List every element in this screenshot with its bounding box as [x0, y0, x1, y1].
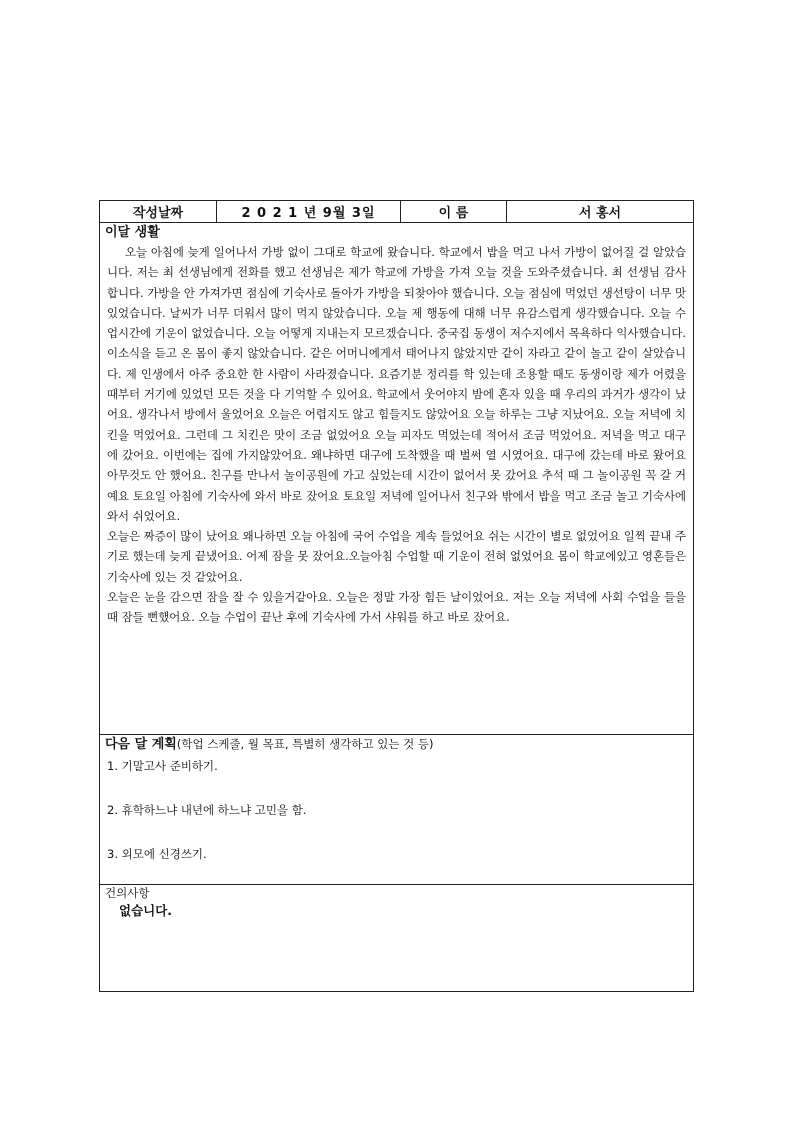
- list-item: 3. 외모에 신경쓰기.: [107, 847, 207, 861]
- suggestions-section: [100, 885, 693, 991]
- date-value: 2 0 2 1 년 9월 3일: [217, 201, 401, 222]
- next-month-section: [100, 735, 693, 885]
- journal-form: [99, 200, 694, 992]
- next-month-title: 다음 달 계획: [105, 737, 177, 752]
- name-label: 이 름: [401, 201, 507, 222]
- paragraph: 오늘은 짜증이 많이 났어요 왜나하면 오늘 아침에 국어 수업을 계속 들었어요 쉬는 시간이 별로 없었어요 일찍 끝내 주기로 했는데 늦게 끝냈어요. 어제 잠을 못 잤어요.오늘아침 수업할 때 기운이 전혀 없었어요 몸이 학교에있고 영혼들은 기숙사에 있는 것 같았어요.: [107, 529, 686, 584]
- list-item: 1. 기말고사 준비하기.: [107, 759, 218, 773]
- next-month-heading: [105, 735, 688, 754]
- list-item: 2. 휴학하느냐 내년에 하느냐 고민을 함.: [107, 803, 307, 817]
- paragraph: 오늘 아침에 늦게 일어나서 가방 없이 그대로 학교에 왔습니다. 학교에서 밥을 먹고 나서 가방이 없어질 걸 알았습니다. 저는 최 선생님에게 전화를 했고 선생님은 제가 학교에 가방을 가져 오늘 것을 도와주셨습니다. 최 선생님 감사합니다. 가방을 안 가져가면 점심에 기숙사로 돌아가 가방을 되찾아야 했습니다. 오늘 점심에 먹었던 생선탕이 너무 맛있었습니다. 날씨가 너무 더워서 많이 먹지 않았습니다. 오늘 제 행동에 대해 너무 유감스럽게 생각했습니다. 오늘 수업시간에 기운이 없었습니다. 오늘 어떻게 지내는지 모르겠습니다. 중국집 동생이 저수지에서 목욕하다 익사했습니다. 이소식을 듣고 온 몸이 좋지 않았습니다. 같은 어머니에게서 태어나지 않았지만 같이 자라고 같이 놀고 같이 살았습니다. 제 인생에서 아주 중요한 한 사람이 사라졌습니다. 요즘기분 정리를 학 있는데 조용할 때도 동생이랑 제가 어렸을 때부터 거기에 있었던 모든 것을 다 기억할 수 있어요. 학교에서 웃어야지 밤에 혼자 있을 때 우리의 과거가 생각이 났어요. 생각나서 방에서 울었어요 오늘은 어렵지도 않고 힘들지도 않았어요 오늘 하루는 그냥 지났어요. 오늘 저녁에 치킨을 먹었어요. 그런데 그 치킨은 맛이 조금 없었어요 오늘 피자도 먹었는데 적어서 조금 먹었어요. 저녁을 먹고 대구에 갔어요. 이번에는 집에 가지않았어요. 왜냐하면 대구에 도착했을 때 벌써 열 시였어요. 대구에 갔는데 바로 왔어요 아무것도 안 했어요. 친구를 만나서 놀이공원에 가고 싶었는데 시간이 없어서 못 갔어요 추석 때 그 놀이공원 꼭 갈 거예요 토요일 아침에 기숙사에 와서 바로 잤어요 토요일 저녁에 일어나서 친구와 밖에서 밥을 먹고 조금 놀고 기숙사에 와서 쉬었어요.: [107, 245, 686, 523]
- header-row: [100, 201, 693, 223]
- date-label: 작성날짜: [100, 201, 217, 222]
- this-month-body: [107, 242, 686, 628]
- name-value: 서 홍서: [578, 206, 622, 221]
- this-month-title: 이달 생활: [105, 225, 160, 240]
- suggestions-text: 없습니다.: [119, 903, 173, 918]
- suggestions-label: 건의사항: [105, 886, 150, 900]
- plan-list: [105, 754, 688, 886]
- this-month-section: [100, 223, 693, 735]
- next-month-subtitle: (학업 스케줄, 월 목표, 특별히 생각하고 있는 것 등): [176, 737, 434, 751]
- paragraph: 오늘은 눈을 감으면 잠을 잘 수 있을거같아요. 오늘은 정말 가장 힘든 날이었어요. 저는 오늘 저녁에 사회 수업을 들을 때 잠들 뻔했어요. 오늘 수업이 끝난 후에 기숙사에 가서 샤워를 하고 바로 잤어요.: [107, 590, 686, 625]
